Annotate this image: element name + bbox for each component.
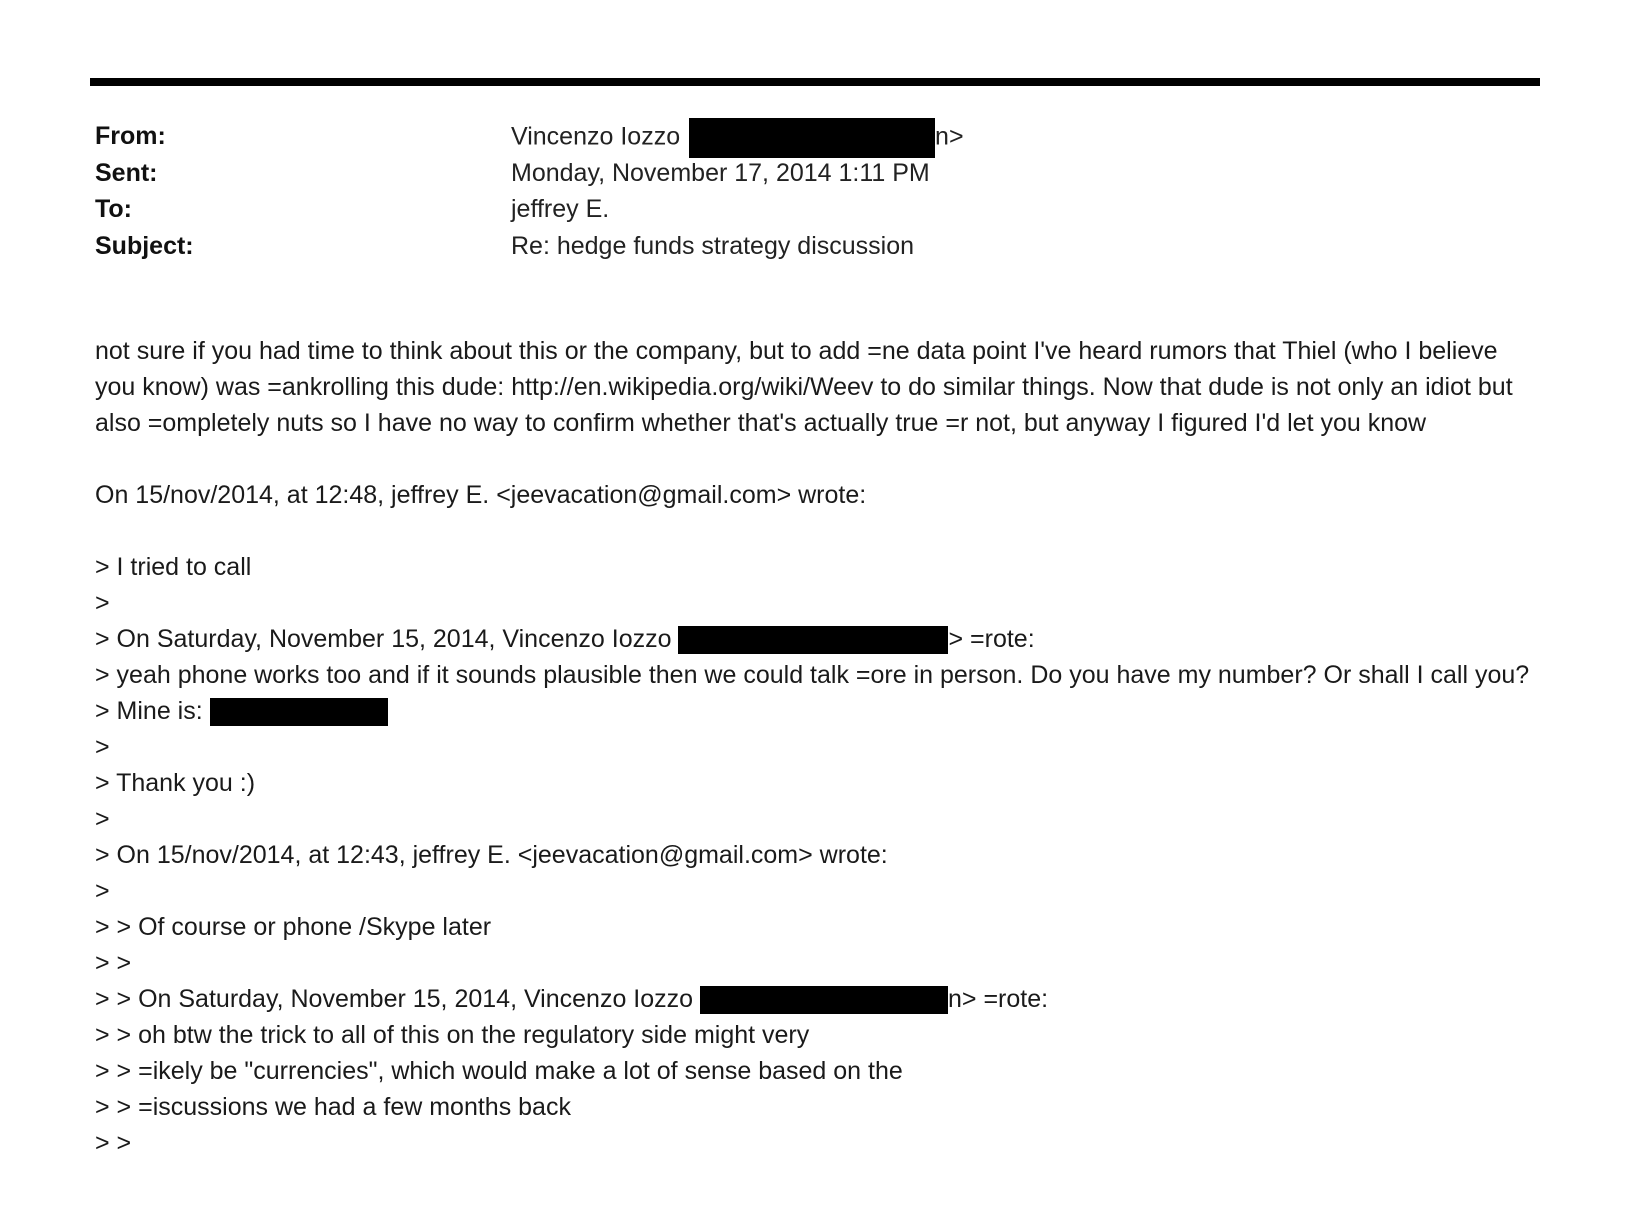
reply-attribution: On 15/nov/2014, at 12:48, jeffrey E. <jeevacation@gmail.com> wrote:	[95, 481, 867, 509]
subject-row	[95, 228, 1495, 265]
quoted-attribution: > On 15/nov/2014, at 12:43, jeffrey E. <jeevacation@gmail.com> wrote:	[95, 841, 888, 869]
sent-value: Monday, November 17, 2014 1:11 PM	[511, 158, 930, 187]
email-header	[95, 118, 1495, 264]
quoted-attribution-start: > On Saturday, November 15, 2014, Vincenzo Iozzo	[95, 625, 672, 653]
redaction-box	[678, 626, 948, 654]
quoted-line: > > Of course or phone /Skype later	[95, 913, 492, 941]
quoted-line: >	[95, 877, 110, 905]
quoted-attribution	[95, 621, 1540, 657]
email-body	[95, 333, 1540, 1161]
to-row	[95, 191, 1495, 228]
quoted-attribution-end: n> =rote:	[948, 985, 1049, 1013]
phone-label: > Mine is:	[95, 697, 203, 725]
quoted-line: > >	[95, 949, 132, 977]
subject-label: Subject:	[95, 231, 194, 260]
quoted-attribution	[95, 981, 1540, 1017]
quoted-line: > yeah phone works too and if it sounds plausible then we could talk =ore in person. Do you have my number? Or shall I call you?	[95, 661, 1530, 689]
redaction-box	[689, 118, 935, 158]
spacer	[95, 441, 1540, 477]
to-value: jeffrey E.	[511, 195, 610, 223]
from-name: Vincenzo Iozzo	[511, 122, 681, 151]
sent-label: Sent:	[95, 158, 158, 187]
quoted-line: >	[95, 805, 110, 833]
quoted-line: >	[95, 733, 110, 761]
quoted-line: > Thank you :)	[95, 769, 256, 797]
quoted-attribution-start: > > On Saturday, November 15, 2014, Vincenzo Iozzo	[95, 985, 694, 1013]
from-value	[511, 118, 964, 158]
sent-row	[95, 155, 1495, 192]
header-rule	[90, 78, 1540, 86]
quoted-attribution-end: > =rote:	[948, 625, 1035, 653]
quoted-line: > > =iscussions we had a few months back	[95, 1093, 571, 1121]
body-paragraph: not sure if you had time to think about this or the company, but to add =ne data point I've heard rumors that Thiel (who I believe you know) was =ankrolling this dude: http://en.wikipedia.org/wiki/Weev to do similar things. Now that dude is not only an idiot but also =ompletely nuts so I have no way to confirm whether that's actually true =r not, but anyway I figured I'd let you know	[95, 337, 1513, 437]
from-tail: n>	[935, 122, 964, 151]
quoted-line: >	[95, 589, 110, 617]
redaction-box	[210, 698, 388, 726]
to-label: To:	[95, 195, 133, 223]
subject-value: Re: hedge funds strategy discussion	[511, 231, 915, 260]
from-row	[95, 118, 1495, 155]
quoted-line: > >	[95, 1129, 132, 1157]
spacer	[95, 513, 1540, 549]
quoted-line: > > =ikely be "currencies", which would make a lot of sense based on the	[95, 1057, 903, 1085]
from-label: From:	[95, 122, 166, 150]
quoted-line: > I tried to call	[95, 553, 252, 581]
quoted-phone-line	[95, 693, 1540, 729]
quoted-line: > > oh btw the trick to all of this on the regulatory side might very	[95, 1021, 810, 1049]
redaction-box	[700, 986, 948, 1014]
